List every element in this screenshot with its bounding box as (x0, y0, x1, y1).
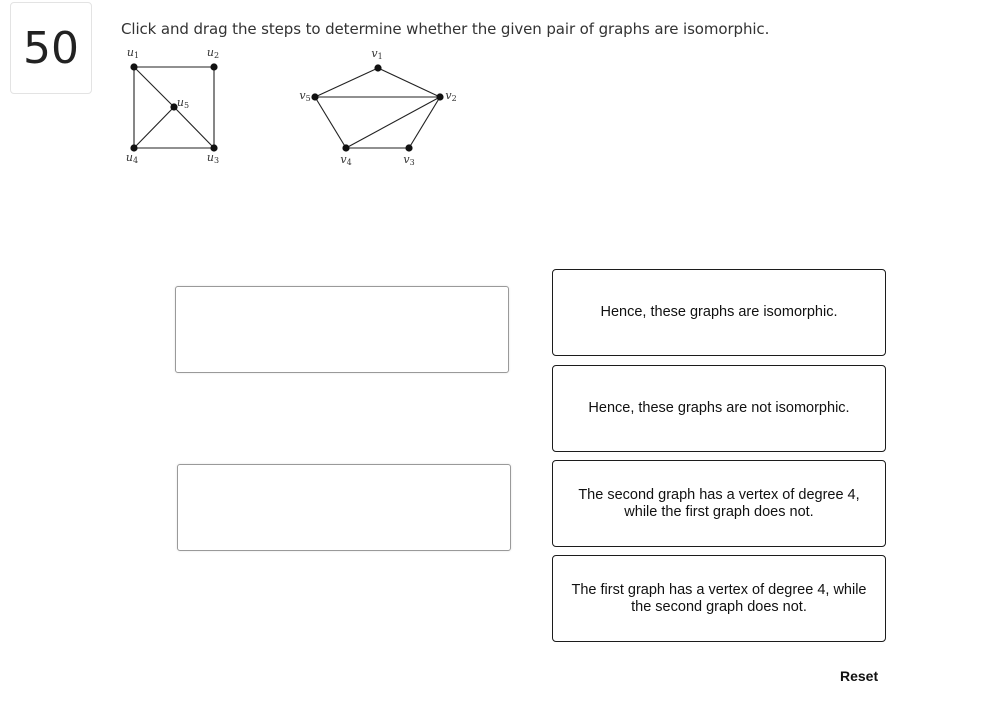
question-prompt: Click and drag the steps to determine whether the given pair of graphs are isomorphic. (121, 20, 770, 38)
vertex-label-v2: v2 (445, 89, 457, 103)
edge-u1-u5 (134, 67, 174, 107)
step-card-isomorphic[interactable] (552, 269, 886, 356)
step-card-text: The second graph has a vertex of degree 4, while the first graph does not. (578, 486, 860, 520)
vertex-label-u5: u5 (176, 96, 190, 110)
vertex-v4 (342, 144, 349, 151)
graphs-figure (0, 0, 1006, 200)
edge-v2-v3 (409, 97, 440, 148)
vertex-u1 (130, 63, 137, 70)
edge-v5-v1 (315, 68, 378, 97)
vertex-label-v5: v5 (299, 89, 311, 103)
question-number: 50 (10, 2, 92, 94)
edge-v4-v5 (315, 97, 346, 148)
drop-zone-1[interactable] (175, 286, 509, 373)
edge-u5-u4 (134, 107, 174, 148)
vertex-label-u1: u1 (126, 46, 140, 60)
vertex-v5 (311, 93, 318, 100)
drop-zone-2[interactable] (177, 464, 511, 551)
graph-1 (126, 46, 219, 165)
vertex-label-v1: v1 (371, 47, 383, 61)
step-card-first-degree-4[interactable] (552, 555, 886, 642)
vertex-label-v4: v4 (340, 153, 352, 167)
edge-v1-v2 (378, 68, 440, 97)
edge-u5-u3 (174, 107, 214, 148)
vertex-label-v3: v3 (403, 153, 415, 167)
reset-button[interactable]: Reset (840, 668, 879, 684)
vertex-u2 (210, 63, 217, 70)
vertex-label-u2: u2 (206, 46, 220, 60)
vertex-v1 (374, 64, 381, 71)
step-card-second-degree-4[interactable] (552, 460, 886, 547)
edge-v4-v2 (346, 97, 440, 148)
vertex-v2 (436, 93, 443, 100)
step-card-text: Hence, these graphs are isomorphic. (600, 304, 838, 320)
vertex-label-u3: u3 (206, 151, 220, 165)
vertex-v3 (405, 144, 412, 151)
vertex-label-u4: u4 (125, 151, 139, 165)
step-card-text: Hence, these graphs are not isomorphic. (588, 400, 850, 416)
graph-2 (299, 47, 456, 167)
step-card-text: The first graph has a vertex of degree 4, while the second graph does not. (571, 581, 867, 615)
step-card-not-isomorphic[interactable] (552, 365, 886, 452)
